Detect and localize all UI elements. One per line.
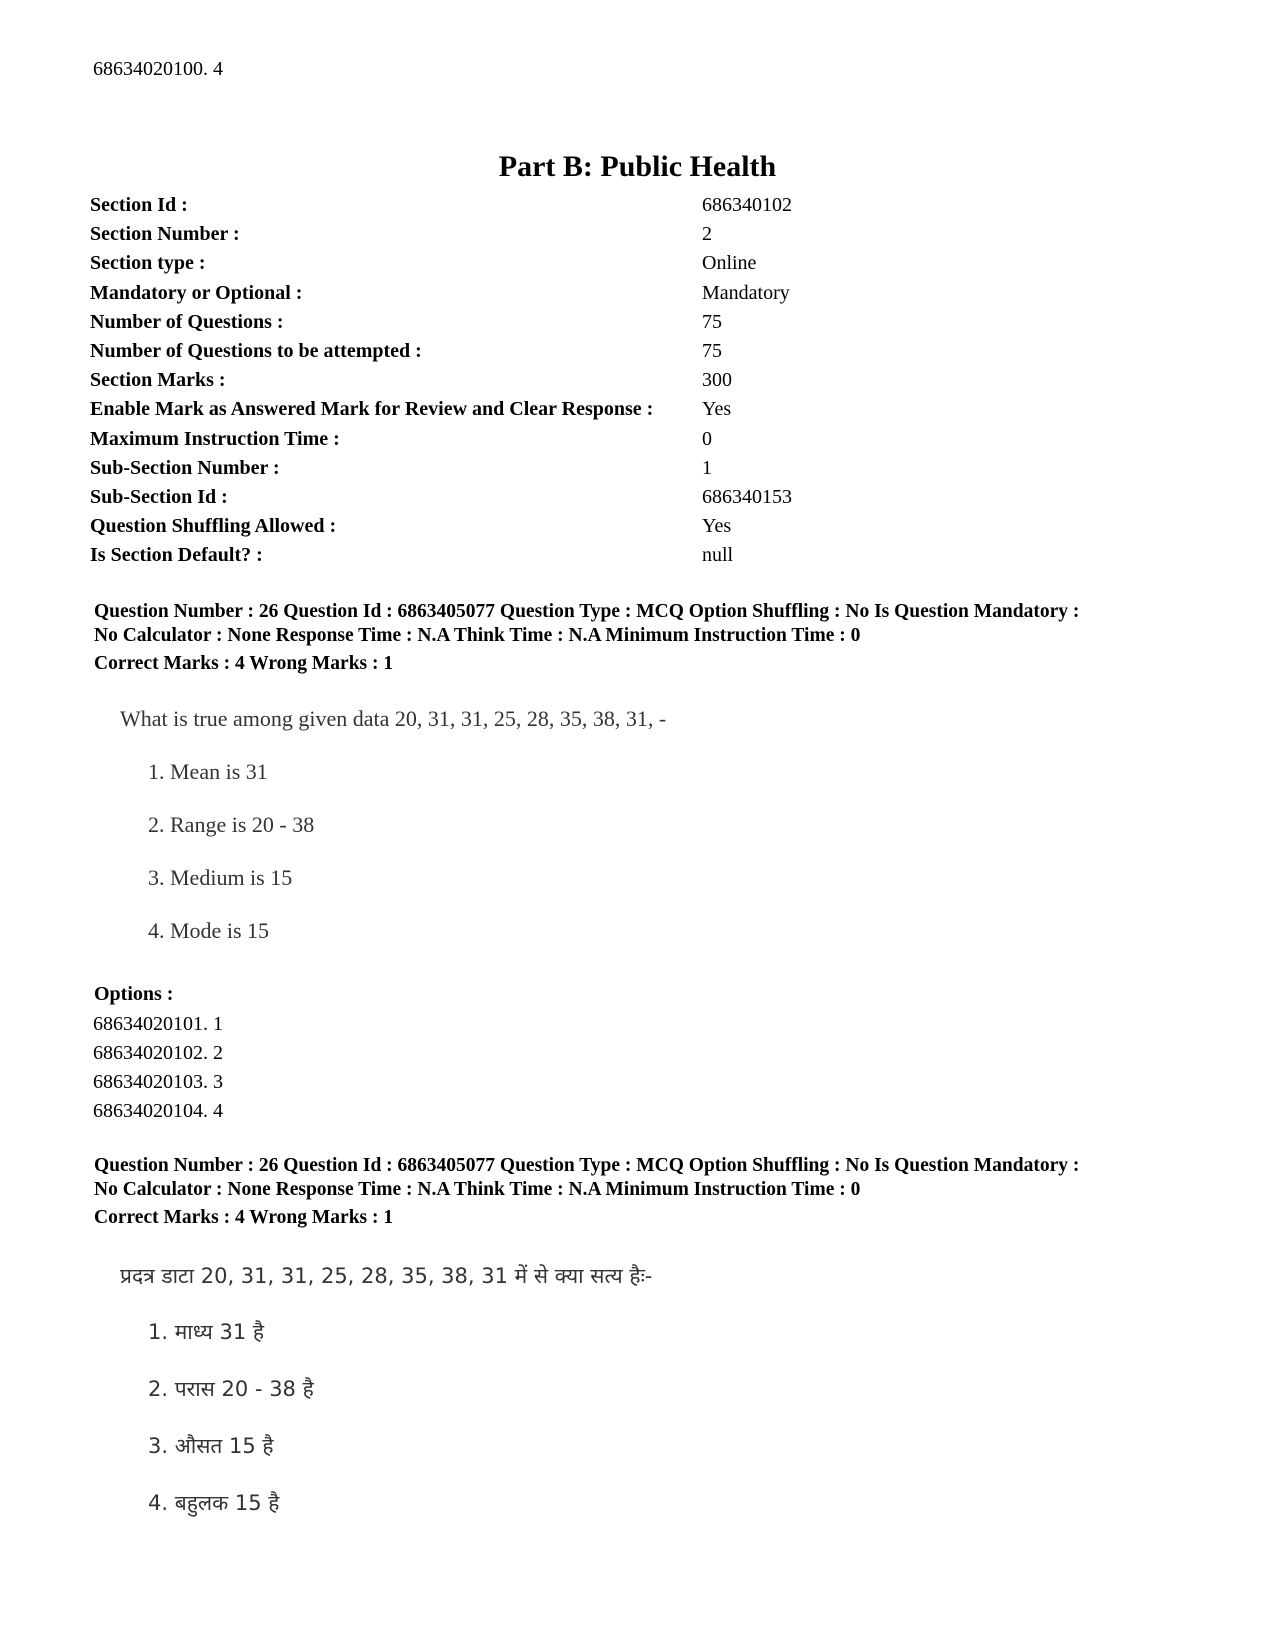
info-label: Question Shuffling Allowed : xyxy=(90,515,337,538)
info-value: null xyxy=(702,544,734,567)
info-label: Number of Questions : xyxy=(90,310,284,333)
info-value: Yes xyxy=(702,515,732,538)
question-meta-line2: No Calculator : None Response Time : N.A Think Time : N.A Minimum Instruction Time : 0 xyxy=(94,625,861,646)
info-label: Maximum Instruction Time : xyxy=(90,427,340,450)
section-info-row xyxy=(90,249,792,278)
previous-option-line: 68634020100. 4 xyxy=(93,58,223,80)
info-label: Section Id : xyxy=(90,194,188,216)
section-info-row xyxy=(90,425,792,454)
info-label: Sub-Section Number : xyxy=(90,456,280,479)
section-info-row xyxy=(90,191,792,220)
info-value: 0 xyxy=(702,427,712,450)
question-choice-hi-3: 3. औसत 15 है xyxy=(148,1434,274,1458)
question-text-en: What is true among given data 20, 31, 31, 25, 28, 35, 38, 31, - xyxy=(120,706,667,731)
option-line-1: 68634020101. 1 xyxy=(93,1013,223,1035)
option-line-2: 68634020102. 2 xyxy=(93,1042,223,1064)
info-value: 300 xyxy=(702,369,732,392)
question-choice-hi-1: 1. माध्य 31 है xyxy=(148,1320,265,1344)
question-choice-en-1: 1. Mean is 31 xyxy=(148,759,268,784)
info-value: 686340102 xyxy=(702,194,792,216)
info-value: 75 xyxy=(702,340,722,363)
question-marks: Correct Marks : 4 Wrong Marks : 1 xyxy=(94,653,394,674)
info-value: 686340153 xyxy=(702,486,792,509)
info-label: Section Marks : xyxy=(90,369,226,392)
question-marks: Correct Marks : 4 Wrong Marks : 1 xyxy=(94,1207,394,1228)
section-info-row xyxy=(90,220,792,249)
section-info-row xyxy=(90,279,792,308)
info-value: Yes xyxy=(702,398,732,421)
section-info-row xyxy=(90,366,792,395)
part-title: Part B: Public Health xyxy=(498,150,777,183)
question-meta-line1: Question Number : 26 Question Id : 6863405077 Question Type : MCQ Option Shuffling : No Is Question Mandatory : xyxy=(94,1155,1080,1176)
info-label: Section Number : xyxy=(90,223,240,246)
info-label: Mandatory or Optional : xyxy=(90,281,303,304)
question-choice-en-2: 2. Range is 20 - 38 xyxy=(148,812,315,837)
option-line-3: 68634020103. 3 xyxy=(93,1071,223,1093)
info-label: Enable Mark as Answered Mark for Review and Clear Response : xyxy=(90,398,654,421)
section-info-row xyxy=(90,512,792,541)
section-info-row xyxy=(90,541,792,570)
options-heading: Options : xyxy=(94,983,174,1005)
section-info-row xyxy=(90,308,792,337)
question-choice-en-4: 4. Mode is 15 xyxy=(148,918,269,943)
info-label: Section type : xyxy=(90,252,206,275)
question-choice-hi-4: 4. बहुलक 15 है xyxy=(148,1491,280,1515)
info-label: Number of Questions to be attempted : xyxy=(90,340,422,363)
info-value: Online xyxy=(702,252,757,275)
question-choice-en-3: 3. Medium is 15 xyxy=(148,865,293,890)
question-choice-hi-2: 2. परास 20 - 38 है xyxy=(148,1377,314,1401)
info-label: Is Section Default? : xyxy=(90,544,263,567)
question-meta-en xyxy=(94,600,1234,676)
info-label: Sub-Section Id : xyxy=(90,486,228,509)
question-meta-line2: No Calculator : None Response Time : N.A Think Time : N.A Minimum Instruction Time : 0 xyxy=(94,1179,861,1200)
section-info-row xyxy=(90,483,792,512)
section-info-row xyxy=(90,395,792,424)
option-line-4: 68634020104. 4 xyxy=(93,1100,223,1122)
question-meta-hi xyxy=(94,1154,1234,1230)
info-value: 75 xyxy=(702,310,722,333)
section-info-table xyxy=(90,191,792,571)
info-value: 1 xyxy=(702,456,712,479)
question-meta-line1: Question Number : 26 Question Id : 6863405077 Question Type : MCQ Option Shuffling : No Is Question Mandatory : xyxy=(94,601,1080,622)
section-info-row xyxy=(90,454,792,483)
info-value: Mandatory xyxy=(702,281,790,304)
question-text-hi: प्रदत्र डाटा 20, 31, 31, 25, 28, 35, 38, 31 में से क्या सत्य हैः- xyxy=(120,1264,653,1288)
section-info-row xyxy=(90,337,792,366)
info-value: 2 xyxy=(702,223,712,246)
